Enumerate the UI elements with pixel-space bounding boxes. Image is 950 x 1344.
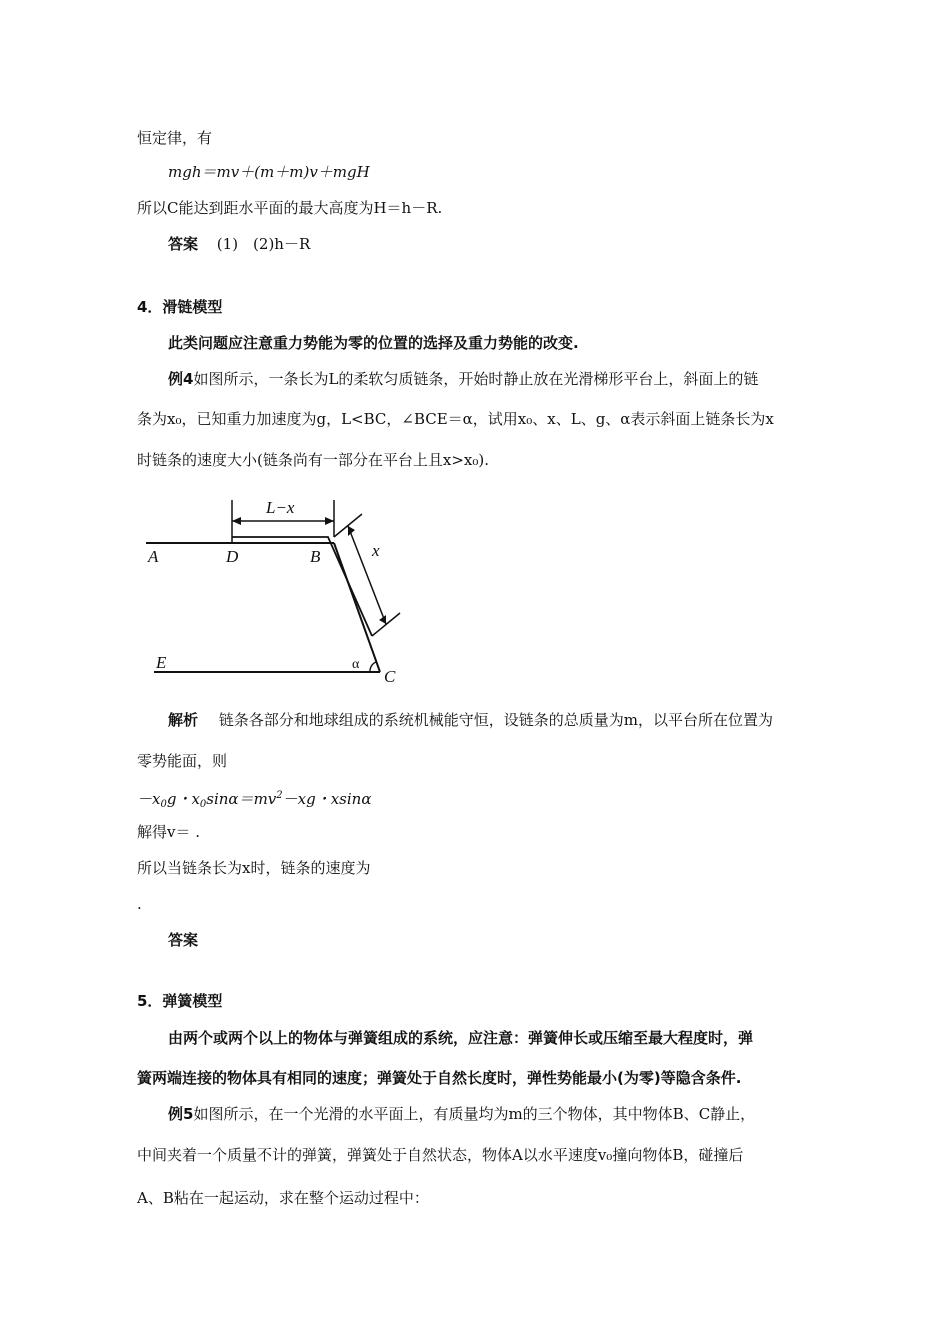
- section-intro: 由两个或两个以上的物体与弹簧组成的系统，应注意：弹簧伸长或压缩至最大程度时，弹: [168, 1029, 754, 1047]
- example-label: 例5: [168, 1105, 194, 1123]
- example-text: 如图所示，在一个光滑的水平面上，有质量均为m的三个物体，其中物体B、C静止，: [193, 1105, 756, 1123]
- arrowhead: [325, 517, 334, 525]
- equation: mgh＝mv＋(m＋m)v＋mgH: [168, 163, 370, 181]
- answer-label: 答案: [168, 235, 199, 253]
- solution-label: 解析: [168, 711, 199, 729]
- text-line: 时链条的速度大小(链条尚有一部分在平台上且x>x₀).: [137, 451, 489, 469]
- eq-subscript: 0: [160, 799, 167, 810]
- label-d: D: [226, 547, 239, 566]
- answer-text: (1) (2)h－R: [216, 235, 311, 253]
- equation: [137, 786, 371, 815]
- text-line: .: [137, 895, 142, 913]
- label-e: E: [156, 653, 167, 672]
- example-line: [168, 369, 758, 389]
- label-a: A: [148, 547, 159, 566]
- section-title: 5．弹簧模型: [137, 992, 223, 1010]
- label-l-minus-x: L−x: [266, 498, 295, 517]
- answer-line: [168, 234, 310, 254]
- section-intro: 此类问题应注意重力势能为零的位置的选择及重力势能的改变.: [168, 334, 579, 352]
- chain: [232, 537, 372, 636]
- chain-diagram: [140, 488, 420, 688]
- eq-superscript: 2: [276, 790, 283, 801]
- eq-subscript: 0: [199, 799, 207, 810]
- solution-text: 链条各部分和地球组成的系统机械能守恒，设链条的总质量为m，以平台所在位置为: [218, 711, 774, 729]
- text-line: 条为x₀，已知重力加速度为g，L<BC，∠BCE＝α，试用x₀、x、L、g、α表示斜面上链条长为x: [137, 410, 774, 428]
- label-alpha: α: [352, 657, 360, 672]
- eq-part: g・x: [166, 790, 200, 808]
- chain-diagram-svg: [140, 488, 420, 688]
- text-line: A、B粘在一起运动，求在整个运动过程中：: [137, 1189, 429, 1207]
- slope-line: [334, 543, 380, 672]
- dimension-line: [348, 526, 386, 624]
- section-title: 4．滑链模型: [137, 298, 223, 316]
- section-intro: 簧两端连接的物体具有相同的速度；弹簧处于自然长度时，弹性势能最小(为零)等隐含条件.: [137, 1069, 742, 1087]
- example-text: 如图所示，一条长为L的柔软匀质链条，开始时静止放在光滑梯形平台上，斜面上的链: [193, 370, 759, 388]
- text-line: 解得v＝ .: [137, 823, 201, 841]
- eq-part: －x: [137, 790, 161, 808]
- solution-line: [168, 710, 773, 730]
- example-label: 例4: [168, 370, 194, 388]
- text-line: 恒定律，有: [137, 129, 213, 147]
- label-x: x: [372, 541, 380, 560]
- arrowhead: [232, 517, 241, 525]
- text-line: 所以当链条长为x时，链条的速度为: [137, 859, 371, 877]
- eq-part: sinα＝mv: [206, 790, 277, 808]
- text-line: 零势能面，则: [137, 752, 228, 770]
- text-line: 所以C能达到距水平面的最大高度为H＝h－R.: [137, 199, 443, 217]
- label-b: B: [310, 547, 321, 566]
- example-line: [168, 1104, 755, 1124]
- eq-part: －xg・xsinα: [282, 790, 372, 808]
- answer-label: 答案: [168, 931, 199, 949]
- label-c: C: [384, 667, 396, 686]
- text-line: 中间夹着一个质量不计的弹簧，弹簧处于自然状态，物体A以水平速度v₀撞向物体B，碰撞后: [137, 1146, 744, 1164]
- angle-arc: [370, 662, 376, 672]
